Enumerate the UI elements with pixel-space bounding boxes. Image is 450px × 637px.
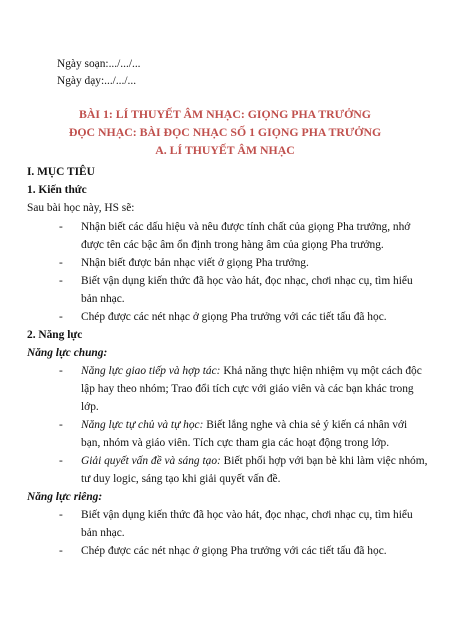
list-item: Nhận biết được bản nhạc viết ở giọng Pha trưởng. (81, 257, 309, 269)
list-item: Chép được các nét nhạc ở giọng Pha trưởng với các tiết tấu đã học. (81, 545, 387, 557)
list-item-continued: bản nhạc. (81, 293, 125, 305)
list-item-continued: được tên các bậc âm ổn định trong hàng âm của giọng Pha trưởng. (81, 239, 384, 251)
date-taught: Ngày dạy:.../.../... (57, 75, 137, 87)
general-competence-heading: Năng lực chung: (27, 347, 108, 359)
list-item-continued: tư duy logic, sáng tạo khi giải quyết vấn đề. (81, 473, 281, 485)
competence-label: Năng lực giao tiếp và hợp tác: (81, 365, 221, 377)
list-item (81, 454, 427, 468)
list-item-continued: bạn, nhóm và giáo viên. Tích cực tham gia các hoạt động trong lớp. (81, 437, 390, 449)
bullet-dash: - (59, 365, 63, 377)
competence-label: Giải quyết vấn đề và sáng tạo: (81, 455, 221, 467)
bullet-dash: - (59, 275, 63, 287)
lesson-subtitle: ĐỌC NHẠC: BÀI ĐỌC NHẠC SỐ 1 GIỌNG PHA TRƯỞNG (68, 125, 382, 139)
list-item-continued: bản nhạc. (81, 527, 125, 539)
lesson-title: BÀI 1: LÍ THUYẾT ÂM NHẠC: GIỌNG PHA TRƯỞNG (79, 107, 371, 121)
bullet-dash: - (59, 419, 63, 431)
bullet-dash: - (59, 257, 63, 269)
bullet-dash: - (59, 545, 63, 557)
list-item (81, 364, 422, 378)
list-item: Biết vận dụng kiến thức đã học vào hát, đọc nhạc, chơi nhạc cụ, tìm hiểu (81, 509, 413, 521)
specific-competence-heading: Năng lực riêng: (27, 491, 103, 503)
competence-heading: 2. Năng lực (27, 329, 83, 341)
list-item (81, 418, 407, 432)
competence-text: Khả năng thực hiện nhiệm vụ một cách độc (220, 365, 422, 377)
date-prepared: Ngày soạn:.../.../... (57, 58, 141, 70)
section-title: A. LÍ THUYẾT ÂM NHẠC (155, 143, 295, 157)
bullet-dash: - (59, 221, 63, 233)
objectives-heading: I. MỤC TIÊU (27, 166, 95, 178)
bullet-dash: - (59, 509, 63, 521)
list-item: Nhận biết các dấu hiệu và nêu được tính chất của giọng Pha trưởng, nhớ (81, 221, 411, 233)
list-item: Chép được các nét nhạc ở giọng Pha trưởng với các tiết tấu đã học. (81, 311, 387, 323)
knowledge-heading: 1. Kiến thức (27, 184, 87, 196)
bullet-dash: - (59, 455, 63, 467)
bullet-dash: - (59, 311, 63, 323)
knowledge-intro: Sau bài học này, HS sẽ: (27, 202, 135, 214)
competence-text: Biết lắng nghe và chia sẻ ý kiến cá nhân với (203, 419, 408, 431)
list-item-continued: lập hay theo nhóm; Trao đổi tích cực với giáo viên và các bạn khác trong (81, 383, 414, 395)
list-item-continued: lớp. (81, 401, 99, 413)
competence-text: Biết phối hợp với bạn bè khi làm việc nhóm, (220, 455, 428, 467)
list-item: Biết vận dụng kiến thức đã học vào hát, đọc nhạc, chơi nhạc cụ, tìm hiểu (81, 275, 413, 287)
competence-label: Năng lực tự chủ và tự học: (81, 419, 204, 431)
